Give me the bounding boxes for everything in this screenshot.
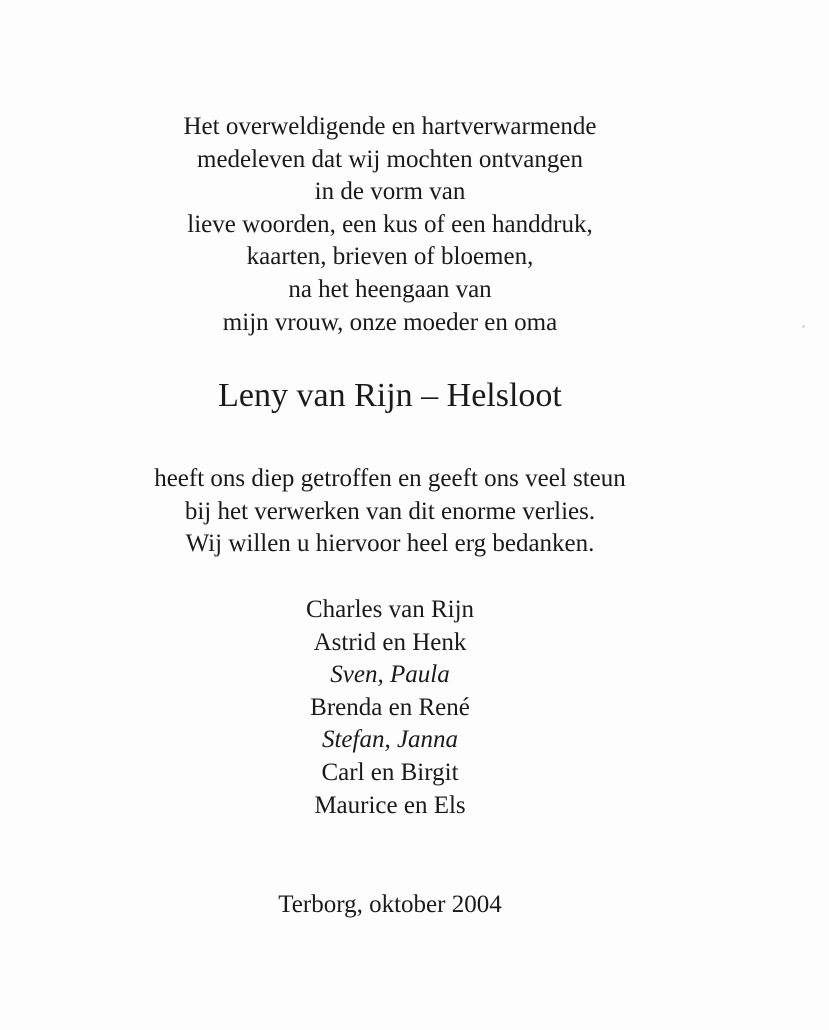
grandchildren: Stefan, Janna	[321, 726, 459, 754]
intro-line: Het overweldigende en hartverwarmende	[183, 113, 597, 140]
family-member: Carl en Birgit	[321, 758, 459, 786]
intro-line: mijn vrouw, onze moeder en oma	[222, 308, 558, 336]
closing-text	[0, 463, 780, 561]
place-date	[0, 889, 780, 921]
closing-line: heeft ons diep getroffen en geeft ons veel steun	[154, 465, 626, 492]
family-member: Charles van Rijn	[305, 596, 475, 623]
intro-line: kaarten, brieven of bloemen,	[246, 243, 534, 271]
intro-line: na het heengaan van	[288, 275, 492, 303]
family-member: Brenda en René	[310, 693, 470, 721]
family-member: Astrid en Henk	[313, 628, 467, 656]
intro-line: in de vorm van	[314, 178, 466, 206]
intro-line: medeleven dat wij mochten ontvangen	[197, 145, 583, 173]
intro-line: lieve woorden, een kus of een handdruk,	[187, 210, 593, 238]
family-signatures	[0, 594, 780, 822]
grandchildren: Sven, Paula	[330, 661, 450, 689]
closing-line: Wij willen u hiervoor heel erg bedanken.	[185, 530, 595, 558]
deceased-name-text: Leny van Rijn – Helsloot	[218, 377, 562, 414]
intro-text	[0, 111, 780, 339]
family-member: Maurice en Els	[314, 791, 466, 819]
place-date-text: Terborg, oktober 2004	[278, 891, 502, 918]
paper-speck	[802, 325, 805, 328]
deceased-name	[0, 373, 780, 419]
closing-line: bij het verwerken van dit enorme verlies.	[184, 497, 596, 525]
